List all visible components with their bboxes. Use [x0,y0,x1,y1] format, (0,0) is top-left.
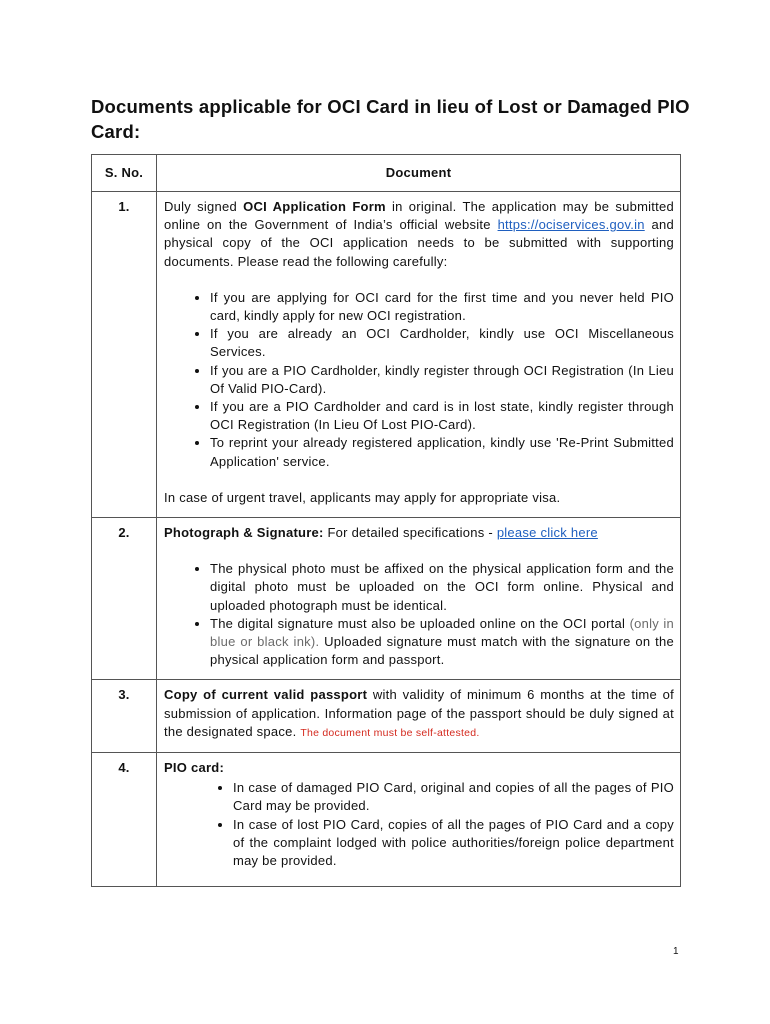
pio-card-label: PIO card: [164,760,225,776]
text: Uploaded signature must match with the signature on the physical application form and passport. [210,634,674,668]
passport-paragraph [164,686,674,742]
photo-list [164,560,674,669]
row-number: 2. [92,518,157,680]
pio-list [164,779,674,870]
list-item: • The physical photo must be affixed on the physical application form and the digital photo must be uploaded on the OCI form online. Physical and uploaded photograph must be identical. [210,560,674,615]
row-document [157,518,681,680]
self-attested-note: The document must be self-attested. [300,726,480,739]
text: and physical copy of the OCI application needs to be submitted with supporting documents. Please read the following carefully: [164,217,674,269]
list-item: • If you are a PIO Cardholder, kindly register through OCI Registration (In Lieu Of Valid PIO-Card). [210,362,674,398]
specifications-link[interactable]: please click here [496,525,598,541]
list-item: • If you are applying for OCI card for the first time and you never held PIO card, kindly apply for new OCI registration. [210,289,674,325]
list-item: • In case of lost PIO Card, copies of all the pages of PIO Card and a copy of the complaint lodged with police authorities/foreign police department may be provided. [233,816,674,871]
table-row [92,680,681,753]
list-item: • If you are already an OCI Cardholder, kindly use OCI Miscellaneous Services. [210,325,674,361]
text: The digital signature must also be uploaded online on the OCI portal [210,615,630,631]
row-number: 1. [92,192,157,518]
text: in original. The application may be submitted online on the Government of India’s official website [164,199,674,233]
ociservices-link[interactable]: https://ociservices.gov.in [497,217,645,233]
page-number: 1 [673,946,679,957]
documents-table [91,154,681,887]
table-header-row [92,155,681,192]
list-item: • If you are a PIO Cardholder and card is in lost state, kindly register through OCI Registration (In Lieu Of Lost PIO-Card). [210,398,674,434]
table-row [92,518,681,680]
text: with validity of minimum 6 months at the time of submission of application. Information page of the passport should be duly signed at the designated space. [164,687,674,739]
row-number: 3. [92,680,157,753]
row-document [157,680,681,753]
table-row [92,753,681,887]
photo-signature-label: Photograph & Signature: [164,525,324,541]
list-item [210,615,674,670]
oci-application-form-label: OCI Application Form [243,199,386,214]
instructions-list [164,289,674,471]
passport-label: Copy of current valid passport [164,687,368,703]
row-number: 4. [92,753,157,887]
header-sno: S. No. [92,155,157,192]
ink-note: (only in blue or black ink). [210,615,674,650]
page-title: Documents applicable for OCI Card in lieu of Lost or Damaged PIO Card: [91,96,690,142]
row-document [157,753,681,887]
row-document [157,192,681,518]
list-item: • To reprint your already registered application, kindly use 'Re-Print Submitted Application' service. [210,434,674,470]
oci-form-paragraph [164,198,674,271]
text: Duly signed [164,199,244,214]
list-item: • In case of damaged PIO Card, original and copies of all the pages of PIO Card may be provided. [233,779,674,815]
table-row [92,192,681,518]
urgent-travel-note: In case of urgent travel, applicants may apply for appropriate visa. [164,489,561,505]
photo-signature-paragraph [164,524,674,542]
text: For detailed specifications - [323,525,497,541]
header-document: Document [157,155,681,192]
